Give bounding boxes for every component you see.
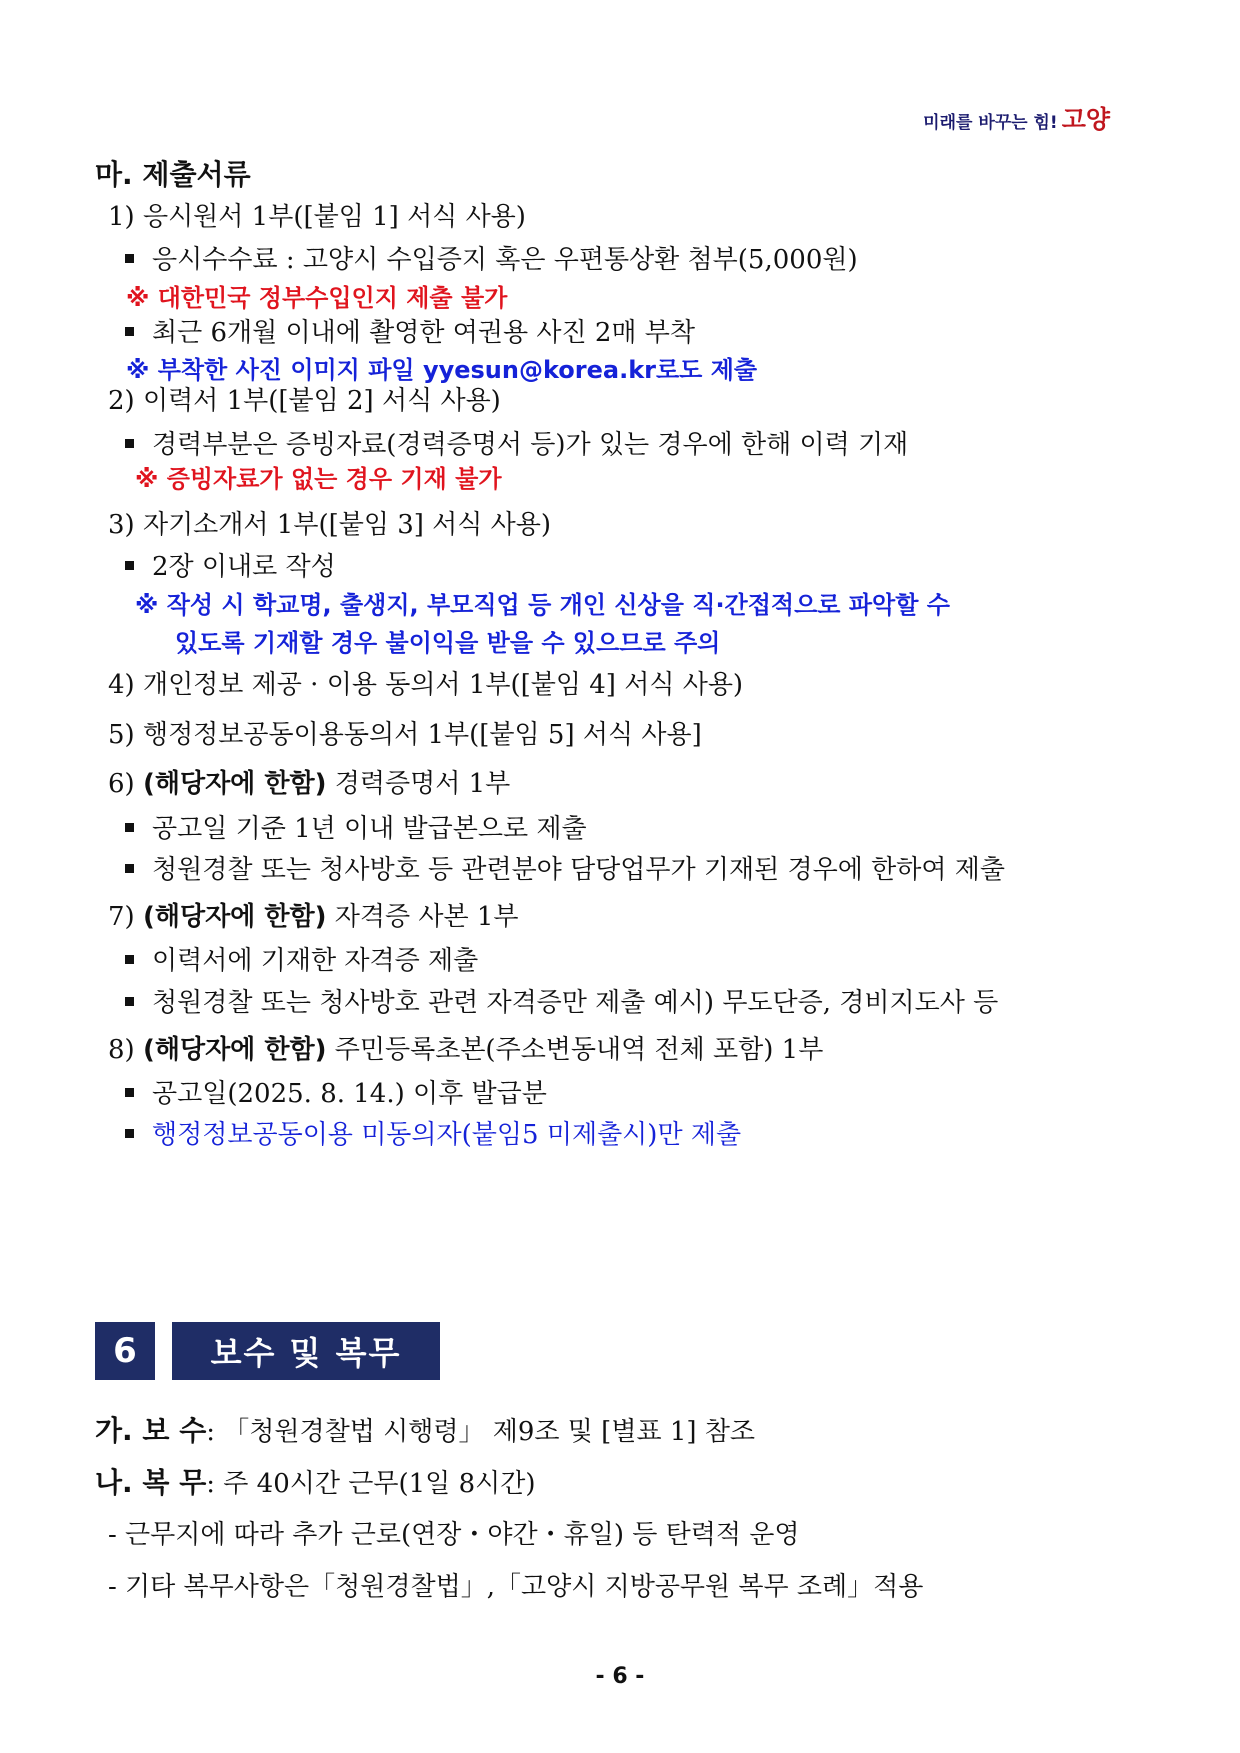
item-8-text: 주민등록초본(주소변동내역 전체 포함) 1부 <box>326 1035 824 1065</box>
item-8-number: 8) <box>108 1035 143 1065</box>
page-number: - 6 - <box>595 1664 645 1689</box>
pay-row <box>95 1414 755 1449</box>
item-2-note-1: ※ 증빙자료가 없는 경우 기재 불가 <box>135 465 502 493</box>
item-3-note-1a: ※ 작성 시 학교명, 출생지, 부모직업 등 개인 신상을 직·간접적으로 파악할 수 <box>135 591 950 619</box>
item-1: 1) 응시원서 1부([붙임 1] 서식 사용) <box>108 202 526 232</box>
item-7-number: 7) <box>108 902 143 932</box>
item-2: 2) 이력서 1부([붙임 2] 서식 사용) <box>108 386 501 416</box>
item-7-text: 자격증 사본 1부 <box>326 902 519 932</box>
brand-logo-text: 고양 <box>1061 105 1110 134</box>
section-6-title: 보수 및 복무 <box>172 1322 440 1380</box>
section-title: 마. 제출서류 <box>95 158 251 191</box>
item-8-qualifier: (해당자에 한함) <box>142 1035 327 1065</box>
item-6-text: 경력증명서 1부 <box>326 769 511 799</box>
item-8-bullet-1: 공고일(2025. 8. 14.) 이후 발급분 <box>125 1077 547 1111</box>
item-1-note-1: ※ 대한민국 정부수입인지 제출 불가 <box>126 284 508 312</box>
item-2-bullet-1: 경력부분은 증빙자료(경력증명서 등)가 있는 경우에 한해 이력 기재 <box>125 428 908 462</box>
item-3: 3) 자기소개서 1부([붙임 3] 서식 사용) <box>108 510 552 540</box>
header-slogan <box>923 100 1110 136</box>
item-7 <box>108 900 519 934</box>
pay-text: : 「청원경찰법 시행령」 제9조 및 [별표 1] 참조 <box>206 1417 756 1447</box>
duty-dash-2: - 기타 복무사항은「청원경찰법」,「고양시 지방공무원 복무 조례」적용 <box>108 1572 924 1602</box>
item-3-bullet-1: 2장 이내로 작성 <box>125 550 336 584</box>
item-1-note-2: ※ 부착한 사진 이미지 파일 yyesun@korea.kr로도 제출 <box>126 356 758 384</box>
section-6-number: 6 <box>95 1322 155 1380</box>
item-4: 4) 개인정보 제공 · 이용 동의서 1부([붙임 4] 서식 사용) <box>108 670 744 700</box>
item-1-bullet-2: 최근 6개월 이내에 촬영한 여권용 사진 2매 부착 <box>125 316 695 350</box>
item-6-bullet-2: 청원경찰 또는 청사방호 등 관련분야 담당업무가 기재된 경우에 한하여 제출 <box>125 853 1005 887</box>
duty-dash-1: - 근무지에 따라 추가 근로(연장・야간・휴일) 등 탄력적 운영 <box>108 1520 800 1550</box>
item-3-note-1b: 있도록 기재할 경우 불이익을 받을 수 있으므로 주의 <box>175 629 721 657</box>
item-6-bullet-1: 공고일 기준 1년 이내 발급본으로 제출 <box>125 812 587 846</box>
item-8-bullet-2: 행정정보공동이용 미동의자(붙임5 미제출시)만 제출 <box>125 1118 741 1152</box>
item-6 <box>108 767 510 801</box>
item-8 <box>108 1033 823 1067</box>
duty-row <box>95 1466 535 1501</box>
duty-text: : 주 40시간 근무(1일 8시간) <box>206 1469 536 1499</box>
item-7-qualifier: (해당자에 한함) <box>142 902 327 932</box>
item-7-bullet-1: 이력서에 기재한 자격증 제출 <box>125 944 478 978</box>
duty-label: 나. 복 무 <box>95 1466 207 1499</box>
item-5: 5) 행정정보공동이용동의서 1부([붙임 5] 서식 사용] <box>108 720 702 750</box>
slogan-text: 미래를 바꾸는 힘! <box>923 113 1058 133</box>
item-1-bullet-1: 응시수수료 : 고양시 수입증지 혹은 우편통상환 첨부(5,000원) <box>125 243 858 277</box>
pay-label: 가. 보 수 <box>95 1414 207 1447</box>
item-6-qualifier: (해당자에 한함) <box>142 769 327 799</box>
item-6-number: 6) <box>108 769 143 799</box>
item-7-bullet-2: 청원경찰 또는 청사방호 관련 자격증만 제출 예시) 무도단증, 경비지도사 등 <box>125 986 998 1020</box>
